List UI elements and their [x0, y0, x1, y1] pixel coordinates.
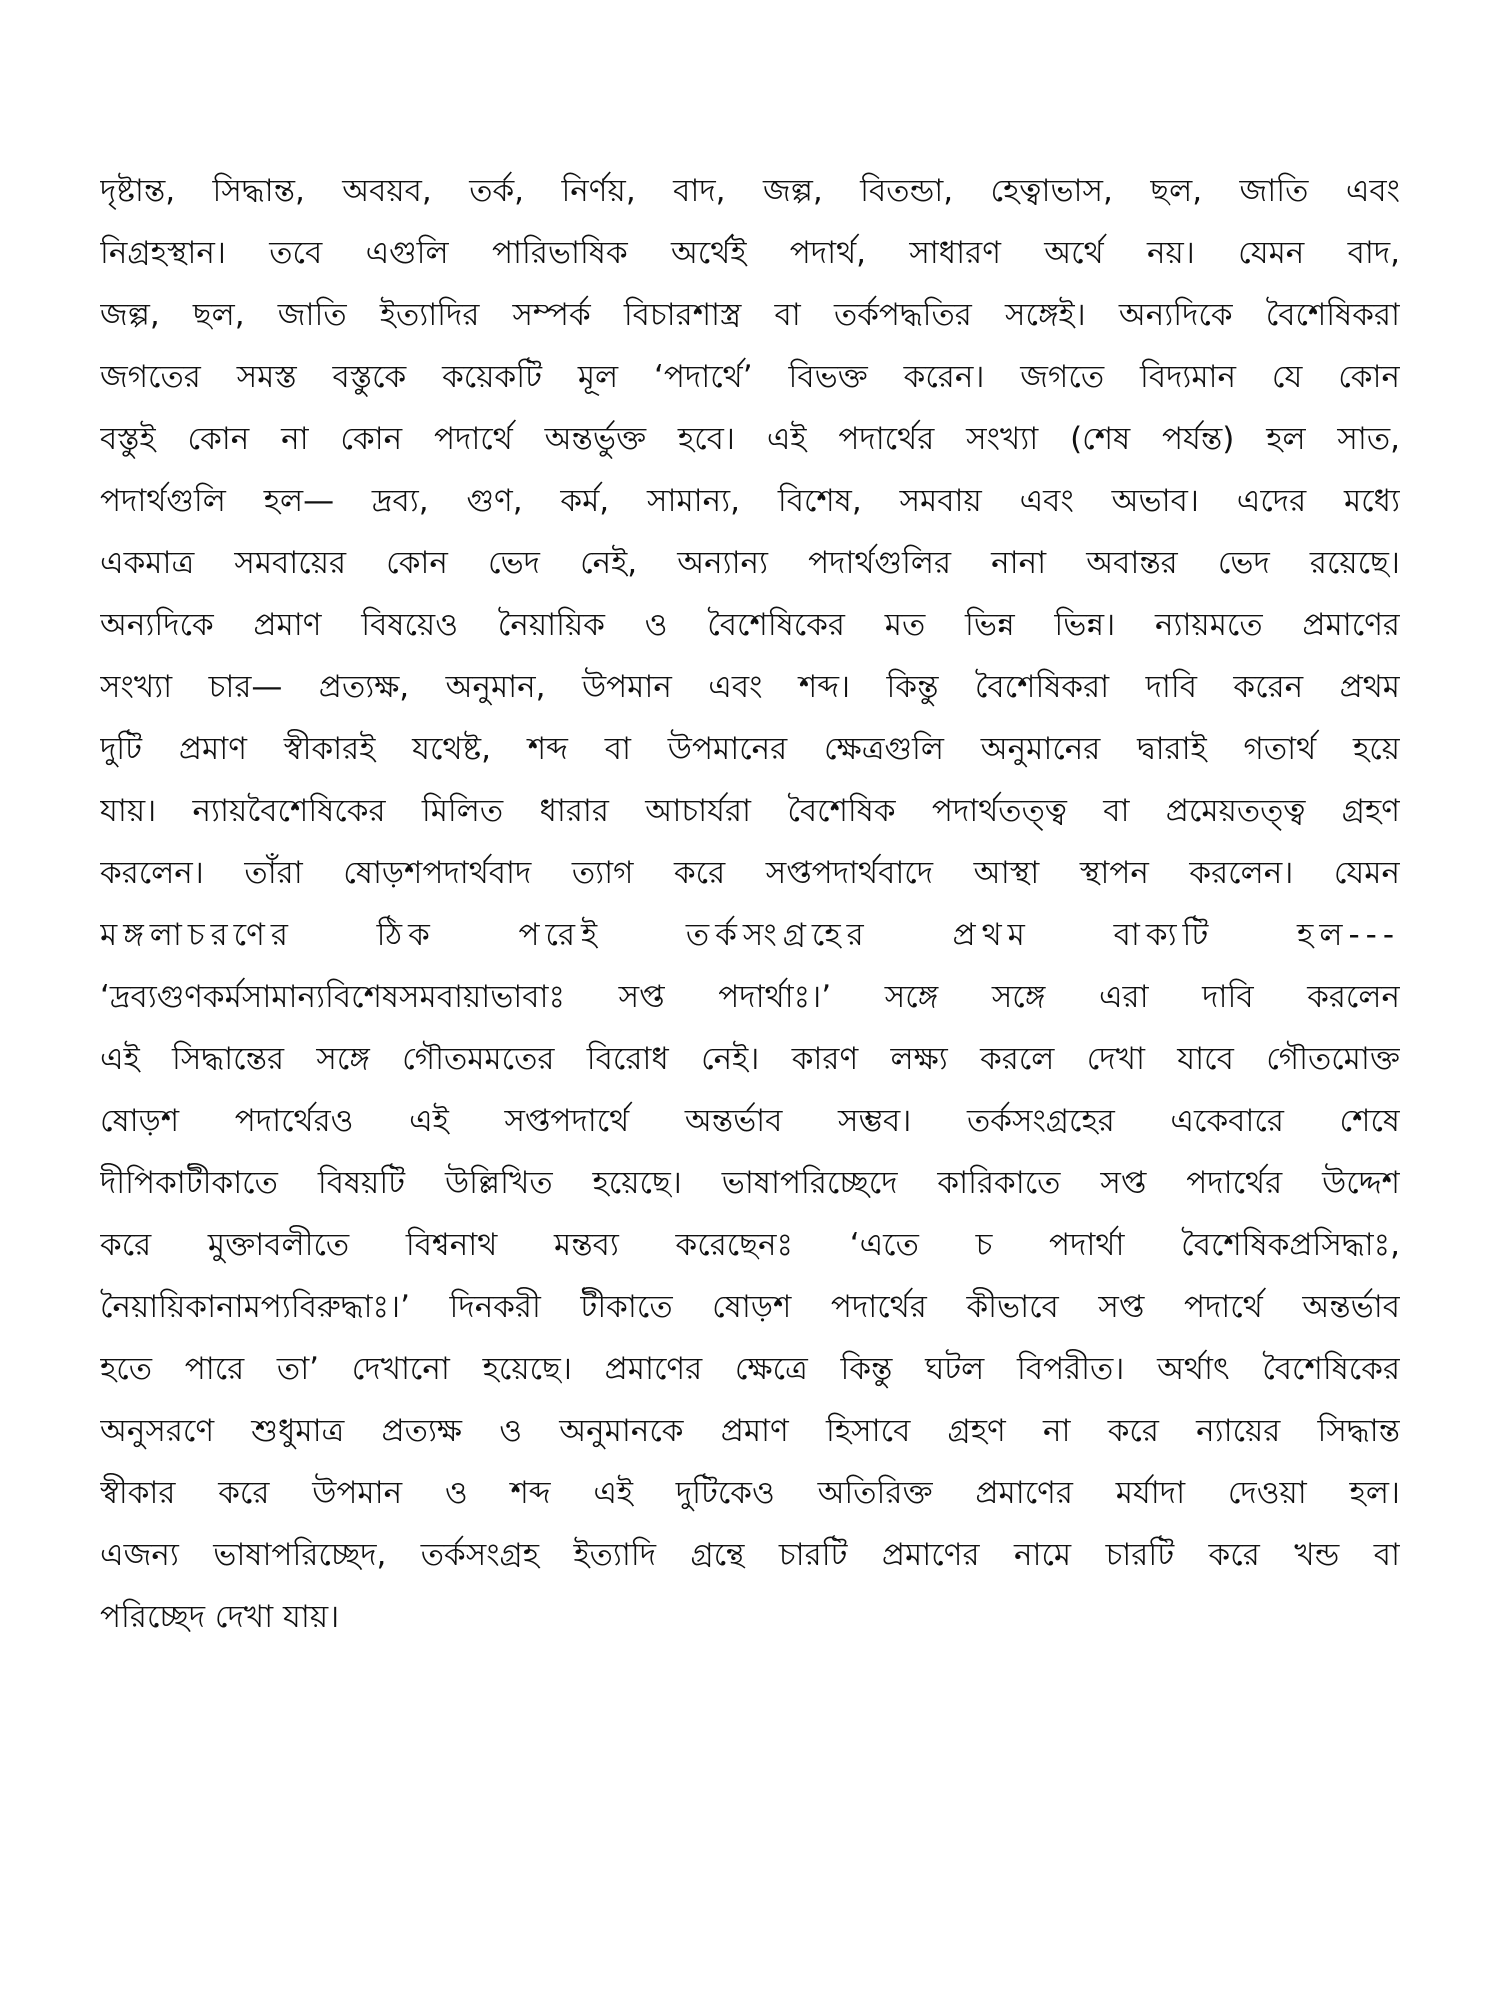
text-line: অন্যদিকে প্রমাণ বিষয়েও নৈয়ায়িক ও বৈশেষিকের মত ভিন্ন ভিন্ন। ন্যায়মতে প্রমাণের — [100, 607, 1400, 643]
text-line: মঙ্গলাচরণের ঠিক পরেই তর্কসংগ্রহের প্রথম বাক্যটি হল--- — [100, 917, 1400, 953]
text-line: দীপিকাটীকাতে বিষয়টি উল্লিখিত হয়েছে। ভাষাপরিচ্ছেদে কারিকাতে সপ্ত পদার্থের উদ্দেশ — [100, 1165, 1400, 1201]
text-line: করে মুক্তাবলীতে বিশ্বনাথ মন্তব্য করেছেনঃ ‘এতে চ পদার্থা বৈশেষিকপ্রসিদ্ধাঃ, — [100, 1227, 1400, 1263]
text-line: নৈয়ায়িকানামপ্যবিরুদ্ধাঃ।’ দিনকরী টীকাতে ষোড়শ পদার্থের কীভাবে সপ্ত পদার্থে অন্তর্ভাব — [100, 1289, 1400, 1325]
text-line: দৃষ্টান্ত, সিদ্ধান্ত, অবয়ব, তর্ক, নির্ণয়, বাদ, জল্প, বিতন্ডা, হেত্বাভাস, ছল, জাতি এবং — [100, 173, 1400, 209]
text-line: এই সিদ্ধান্তের সঙ্গে গৌতমমতের বিরোধ নেই। কারণ লক্ষ্য করলে দেখা যাবে গৌতমোক্ত — [100, 1041, 1400, 1077]
text-line: এজন্য ভাষাপরিচ্ছেদ, তর্কসংগ্রহ ইত্যাদি গ্রন্থে চারটি প্রমাণের নামে চারটি করে খন্ড বা — [100, 1537, 1400, 1573]
text-line: ‘দ্রব্যগুণকর্মসামান্যবিশেষসমবায়াভাবাঃ সপ্ত পদার্থাঃ।’ সঙ্গে সঙ্গে এরা দাবি করলেন — [100, 979, 1400, 1015]
text-line: স্বীকার করে উপমান ও শব্দ এই দুটিকেও অতিরিক্ত প্রমাণের মর্যাদা দেওয়া হল। — [100, 1475, 1400, 1511]
text-line: জগতের সমস্ত বস্তুকে কয়েকটি মূল ‘পদার্থে’ বিভক্ত করেন। জগতে বিদ্যমান যে কোন — [100, 359, 1400, 395]
text-line: দুটি প্রমাণ স্বীকারই যথেষ্ট, শব্দ বা উপমানের ক্ষেত্রগুলি অনুমানের দ্বারাই গতার্থ হয়ে — [100, 731, 1400, 767]
text-line: করলেন। তাঁরা ষোড়শপদার্থবাদ ত্যাগ করে সপ্তপদার্থবাদে আস্থা স্থাপন করলেন। যেমন — [100, 855, 1400, 891]
text-line: জল্প, ছল, জাতি ইত্যাদির সম্পর্ক বিচারশাস্ত্র বা তর্কপদ্ধতির সঙ্গেই। অন্যদিকে বৈশেষিকরা — [100, 297, 1400, 333]
text-line: একমাত্র সমবায়ের কোন ভেদ নেই, অন্যান্য পদার্থগুলির নানা অবান্তর ভেদ রয়েছে। — [100, 545, 1400, 581]
text-line: ষোড়শ পদার্থেরও এই সপ্তপদার্থে অন্তর্ভাব সম্ভব। তর্কসংগ্রহের একেবারে শেষে — [100, 1103, 1400, 1139]
text-line: পরিচ্ছেদ দেখা যায়। — [100, 1599, 340, 1635]
text-line: যায়। ন্যায়বৈশেষিকের মিলিত ধারার আচার্যরা বৈশেষিক পদার্থতত্ত্ব বা প্রমেয়তত্ত্ব গ্রহণ — [100, 793, 1400, 829]
text-line: হতে পারে তা’ দেখানো হয়েছে। প্রমাণের ক্ষেত্রে কিন্তু ঘটল বিপরীত। অর্থাৎ বৈশেষিকের — [100, 1351, 1400, 1387]
text-line: নিগ্রহস্থান। তবে এগুলি পারিভাষিক অর্থেই পদার্থ, সাধারণ অর্থে নয়। যেমন বাদ, — [100, 235, 1400, 271]
text-line: পদার্থগুলি হল— দ্রব্য, গুণ, কর্ম, সামান্য, বিশেষ, সমবায় এবং অভাব। এদের মধ্যে — [100, 483, 1400, 519]
text-line: বস্তুই কোন না কোন পদার্থে অন্তর্ভুক্ত হবে। এই পদার্থের সংখ্যা (শেষ পর্যন্ত) হল সাত, — [100, 421, 1400, 457]
body-text — [100, 160, 1400, 1648]
text-line: সংখ্যা চার— প্রত্যক্ষ, অনুমান, উপমান এবং শব্দ। কিন্তু বৈশেষিকরা দাবি করেন প্রথম — [100, 669, 1400, 705]
text-line: অনুসরণে শুধুমাত্র প্রত্যক্ষ ও অনুমানকে প্রমাণ হিসাবে গ্রহণ না করে ন্যায়ের সিদ্ধান্ত — [100, 1413, 1400, 1449]
